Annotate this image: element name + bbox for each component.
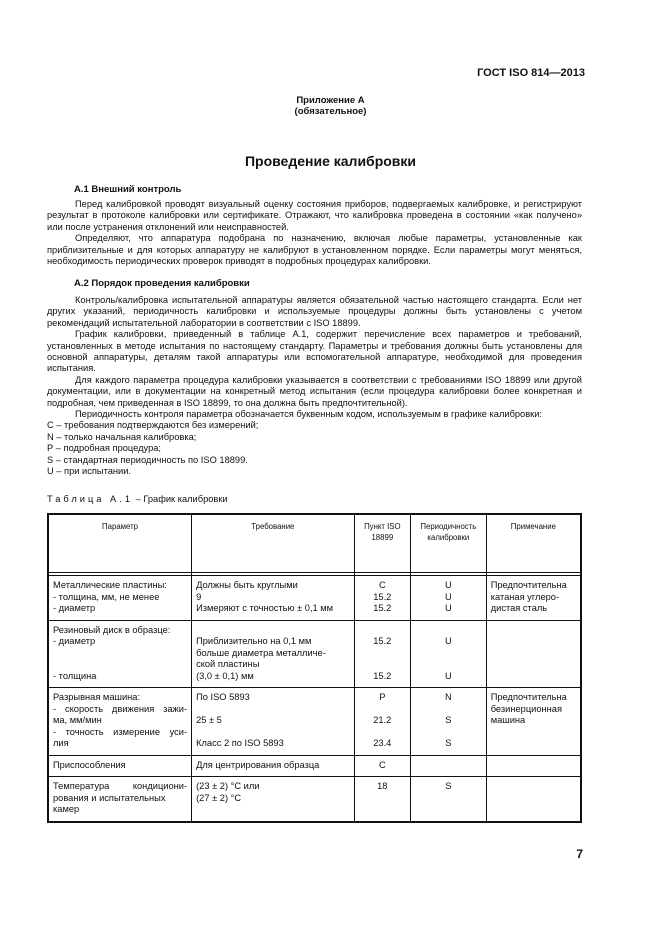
cell-line: ской пластины (196, 659, 260, 669)
table-cell-req (192, 777, 355, 822)
table-row (48, 688, 581, 756)
cell-line: Резиновый диск в образце: (53, 624, 171, 635)
cell-line (196, 704, 350, 716)
table-cell-param (48, 620, 192, 688)
cell-line: U (444, 636, 452, 646)
cell-line: U (444, 670, 452, 681)
table-row (48, 576, 581, 621)
cell-line (415, 760, 482, 772)
cell-line: Металлические пластины: (53, 580, 167, 590)
table-cell-period (410, 576, 486, 621)
cell-line: - точность измерение уси- (53, 726, 188, 737)
cell-line: Предпочтительна (490, 580, 567, 590)
cell-line: 15.2 (373, 670, 392, 681)
column-header: Периодичность калибровки (410, 514, 486, 573)
cell-line: - диаметр (53, 636, 96, 646)
cell-line: дистая сталь (490, 603, 548, 613)
paragraph: Перед калибровкой проводят визуальный оценку состояния приборов, подвергаемых калибровке, и регистрируют результат в протоколе калибровки или сертификате. Отражают, что калибровка проведена в состоянии «как получено» или после устранения отклонений или неисправностей. (47, 199, 582, 232)
table-cell-param (48, 688, 192, 756)
cell-line: С (378, 759, 386, 770)
table-cell-req (192, 688, 355, 756)
table-row (48, 620, 581, 688)
section-a2-body (47, 295, 582, 478)
cell-line: - толщина (53, 670, 97, 681)
table-cell-clause (354, 620, 410, 688)
cell-line: лия (53, 738, 69, 748)
cell-line: Температура кондициони- (53, 781, 188, 791)
table-cell-period (410, 755, 486, 777)
cell-line (415, 727, 482, 739)
paragraph: Периодичность контроля параметра обозначается буквенным кодом, используемым в графике калибровки: (75, 409, 543, 420)
cell-line (359, 727, 406, 739)
cell-line: 18 (377, 781, 388, 791)
column-header: Пункт ISO 18899 (354, 514, 410, 573)
cell-line: Должны быть круглыми (196, 580, 298, 590)
table-cell-period (410, 620, 486, 688)
cell-line: S (445, 781, 452, 791)
code-item: С – требования подтверждаются без измерений; (47, 420, 259, 431)
table-caption-text: – График калибровки (135, 494, 228, 504)
cell-line: U (444, 580, 452, 590)
cell-line: больше диаметра металличе- (196, 647, 326, 658)
cell-line: 15.2 (373, 603, 392, 613)
cell-line (359, 704, 406, 716)
code-item: Р – подробная процедура; (47, 443, 162, 454)
cell-line: S (445, 738, 452, 748)
cell-line: Приблизительно на 0,1 мм (196, 636, 312, 646)
calibration-table (47, 513, 582, 823)
cell-line: 15.2 (373, 591, 392, 602)
cell-line: Предпочтительна (490, 692, 567, 702)
paragraph: График калибровки, приведенный в таблице А.1, содержит перечисление всех параметров и требований, установленных в методе испытания по настоящему стандарту. Параметры и требования должны быть установлены для основной аппаратуры, деталям такой аппаратуры или вспомогательной аппаратуре, необходимой для проведения испытания. (47, 329, 582, 374)
cell-line (415, 625, 482, 637)
code-item: U – при испытании. (47, 466, 132, 477)
table-caption (47, 494, 228, 504)
table-cell-req (192, 755, 355, 777)
cell-line (196, 727, 350, 739)
cell-line (359, 659, 406, 671)
table-cell-req (192, 576, 355, 621)
column-header: Параметр (48, 514, 192, 573)
cell-line: 23.4 (373, 738, 392, 748)
cell-line: По ISO 5893 (196, 692, 250, 702)
section-heading-a1: А.1 Внешний контроль (74, 184, 182, 195)
table-cell-clause (354, 576, 410, 621)
cell-line: - диаметр (53, 603, 96, 613)
cell-line: Приспособления (53, 759, 126, 770)
cell-line: S (445, 715, 452, 725)
table-cell-req (192, 620, 355, 688)
cell-line: 21.2 (373, 715, 392, 725)
table-cell-clause (354, 755, 410, 777)
table-body (48, 576, 581, 822)
cell-line: 25 ± 5 (196, 715, 222, 725)
cell-line: Класс 2 по ISO 5893 (196, 738, 284, 748)
annex-status: (обязательное) (294, 106, 367, 117)
cell-line: - толщина, мм, не менее (53, 591, 160, 602)
cell-line: (23 ± 2) °С или (196, 781, 260, 791)
annex-title: Приложение А (296, 95, 365, 106)
table-cell-clause (354, 688, 410, 756)
cell-line (196, 625, 350, 637)
cell-line: камер (53, 804, 80, 814)
cell-line: Разрывная машина: (53, 692, 141, 702)
table-caption-label: Таблица А.1 (47, 494, 133, 504)
code-item: N – только начальная калибровка; (47, 431, 197, 442)
cell-line: 15.2 (373, 636, 392, 646)
code-item: S – стандартная периодичность по ISO 18899. (47, 454, 248, 465)
cell-line: Р (379, 692, 386, 702)
cell-line: безинерционная (490, 703, 562, 714)
cell-line: (27 ± 2) °С (196, 792, 242, 803)
cell-line: Измеряют с точностью ± 0,1 мм (196, 603, 334, 613)
paragraph: Определяют, что аппаратура подобрана по назначению, включая любые параметры, установленные как приблизительные и для которых аппаратуру не калибруют в установленном порядке. Если параметры могут меняться, необходимость периодических проверок приводят в подробных процедурах калибровки. (47, 233, 582, 267)
cell-line: 9 (196, 591, 202, 602)
cell-line: U (444, 591, 452, 602)
cell-line: N (444, 692, 452, 702)
page-title: Проведение калибровки (244, 153, 417, 169)
table-cell-note (486, 576, 581, 621)
table-cell-period (410, 688, 486, 756)
table-header-row (48, 514, 581, 573)
table-cell-note (486, 688, 581, 756)
table-cell-note (486, 755, 581, 777)
column-header: Требование (192, 514, 355, 573)
paragraph: Контроль/калибровка испытательной аппаратуры является обязательной частью настоящего стандарта. Если нет других указаний, периодичность калибровки и используемые процедуры должны быть установлены с учетом рекомендаций испытательной лаборатории в соответствии с ISO 18899. (47, 295, 582, 328)
cell-line: машина (490, 715, 526, 725)
table-row (48, 755, 581, 777)
section-a1-body (47, 199, 582, 267)
table-cell-note (486, 620, 581, 688)
table-cell-param (48, 777, 192, 822)
cell-line: рования и испытательных (53, 792, 166, 803)
cell-line: Для центрирования образца (196, 759, 320, 770)
cell-line: U (444, 603, 452, 613)
cell-line (359, 625, 406, 637)
cell-line (359, 648, 406, 660)
page-number: 7 (576, 847, 583, 861)
standard-designation: ГОСТ ISO 814—2013 (477, 67, 585, 79)
cell-line (53, 659, 187, 671)
cell-line: - скорость движения зажи- (53, 703, 188, 714)
table-cell-clause (354, 777, 410, 822)
cell-line: С (378, 580, 386, 590)
table-row (48, 777, 581, 822)
table-cell-note (486, 777, 581, 822)
cell-line: (3,0 ± 0,1) мм (196, 670, 254, 681)
cell-line: катаная углеро- (490, 591, 560, 602)
cell-line (415, 659, 482, 671)
table-cell-param (48, 755, 192, 777)
section-heading-a2: А.2 Порядок проведения калибровки (74, 278, 250, 289)
column-header: Примечание (486, 514, 581, 573)
table-cell-param (48, 576, 192, 621)
cell-line (415, 704, 482, 716)
cell-line: ма, мм/мин (53, 715, 102, 725)
cell-line (415, 648, 482, 660)
cell-line (53, 648, 187, 660)
paragraph: Для каждого параметра процедура калибровки указывается в соответствии с требованиями ISO 18899 или другой документации, или в документации на конкретный метод испытания (если процедура калибровки более конкретная и подробная, чем приведенная в ISO 18899, то она должна быть предпочтительной). (47, 374, 582, 408)
table-cell-period (410, 777, 486, 822)
